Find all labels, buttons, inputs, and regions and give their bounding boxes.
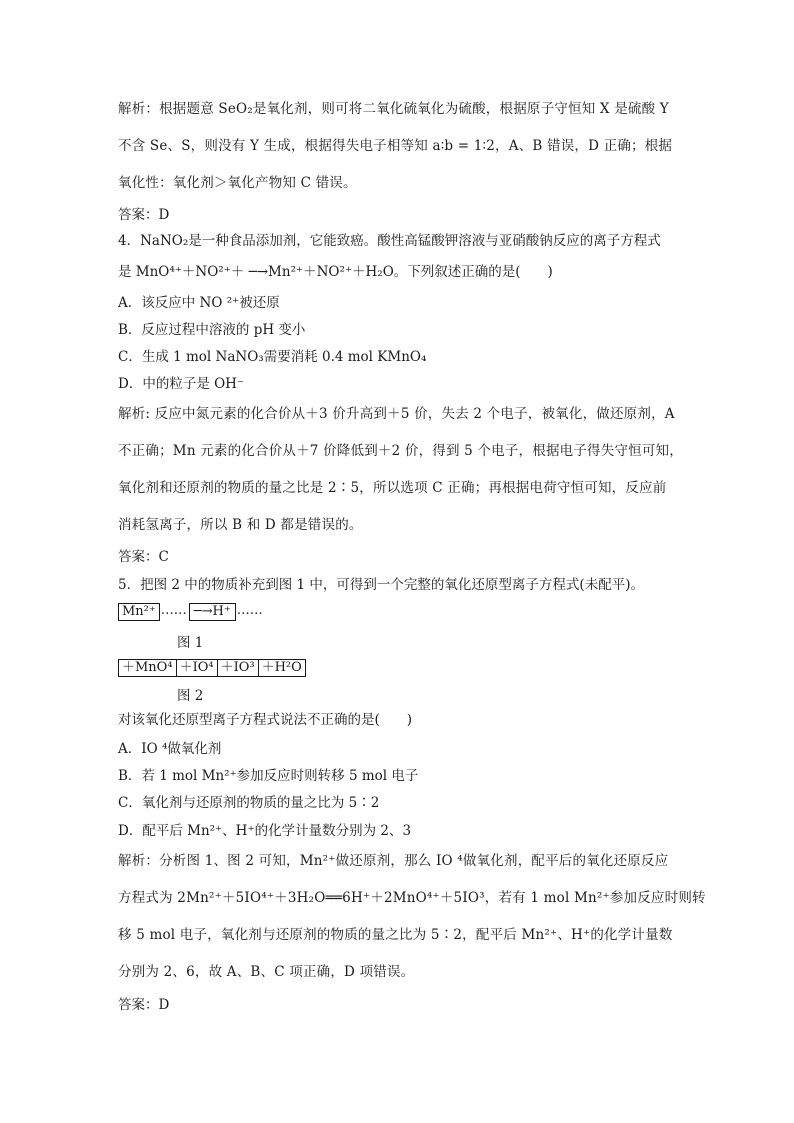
figure-1-box-arrow-h: ─→H⁺ <box>189 603 236 621</box>
figure-2 <box>118 659 305 677</box>
analysis-q3-line-1: 解析：根据题意 SeO₂是氧化剂，则可将二氧化硫氧化为硫酸，根据原子守恒知 X 是硫酸 Y <box>118 101 669 117</box>
figure-2-box-h2o: ＋H²O <box>258 659 306 677</box>
question-5-option-b: B．若 1 mol Mn²⁺参加反应时则转移 5 mol 电子 <box>118 768 419 784</box>
analysis-q5-line-2: 方程式为 2Mn²⁺＋5IO⁴⁺＋3H₂O══6H⁺＋2MnO⁴⁺＋5IO³，若有 1 mol Mn²⁺参加反应时则转 <box>118 890 706 906</box>
question-4-stem-line-1: 4．NaNO₂是一种食品添加剂，它能致癌。酸性高锰酸钾溶液与亚硝酸钠反应的离子方程式 <box>118 233 661 249</box>
analysis-q4-line-1: 解析: 反应中氮元素的化合价从＋3 价升高到＋5 价，失去 2 个电子，被氧化，做还原剂，A <box>118 406 675 422</box>
analysis-q5-line-3: 移 5 mol 电子，氧化剂与还原剂的物质的量之比为 5∶2，配平后 Mn²⁺、H⁺的化学计量数 <box>118 927 673 943</box>
question-4-option-a: A．该反应中 NO ²⁺被还原 <box>118 295 280 311</box>
question-4-stem-line-2: 是 MnO⁴⁺＋NO²⁺＋ ─→Mn²⁺＋NO²⁺＋H₂O。下列叙述正确的是( ) <box>118 264 553 280</box>
analysis-q4-line-3: 氧化剂和还原剂的物质的量之比是 2∶5，所以选项 C 正确；再根据电荷守恒可知，反应前 <box>118 480 667 496</box>
question-5-option-a: A．IO ⁴做氧化剂 <box>118 741 222 757</box>
answer-q3: 答案：D <box>118 207 170 223</box>
figure-1-dots-1: …… <box>160 603 187 618</box>
analysis-q4-line-2: 不正确；Mn 元素的化合价从＋7 价降低到＋2 价，得到 5 个电子，根据电子得失守恒可知， <box>118 443 683 459</box>
analysis-q5-line-1: 解析：分析图 1、图 2 可知，Mn²⁺做还原剂，那么 IO ⁴做氧化剂，配平后的氧化还原反应 <box>118 853 669 869</box>
figure-1-dots-2: …… <box>236 603 263 618</box>
figure-2-box-io4: ＋IO⁴ <box>176 659 218 677</box>
answer-q5: 答案：D <box>118 997 170 1013</box>
question-4-option-c: C．生成 1 mol NaNO₃需要消耗 0.4 mol KMnO₄ <box>118 349 427 365</box>
figure-1 <box>118 603 265 621</box>
question-5-option-c: C．氧化剂与还原剂的物质的量之比为 5∶2 <box>118 795 380 811</box>
figure-1-box-mn: Mn²⁺ <box>118 603 160 621</box>
analysis-q3-line-3: 氧化性：氧化剂＞氧化产物知 C 错误。 <box>118 175 357 191</box>
question-5-prompt: 对该氧化还原型离子方程式说法不正确的是( ) <box>118 712 413 728</box>
figure-2-box-mno4: ＋MnO⁴ <box>118 659 177 677</box>
question-5-option-d: D．配平后 Mn²⁺、H⁺的化学计量数分别为 2、3 <box>118 823 412 839</box>
question-5-stem: 5．把图 2 中的物质补充到图 1 中，可得到一个完整的氧化还原型离子方程式(未配平)。 <box>118 577 644 593</box>
question-4-option-b: B．反应过程中溶液的 pH 变小 <box>118 322 306 338</box>
analysis-q5-line-4: 分别为 2、6，故 A、B、C 项正确，D 项错误。 <box>118 964 415 980</box>
question-4-option-d: D．中的粒子是 OH⁻ <box>118 376 245 392</box>
figure-1-caption: 图 1 <box>177 635 204 651</box>
analysis-q3-line-2: 不含 Se、S，则没有 Y 生成，根据得失电子相等知 a∶b = 1∶2，A、B 错误，D 正确；根据 <box>118 138 673 154</box>
analysis-q4-line-4: 消耗氢离子，所以 B 和 D 都是错误的。 <box>118 517 363 533</box>
figure-2-caption: 图 2 <box>177 688 204 704</box>
figure-2-box-io3: ＋IO³ <box>217 659 259 677</box>
answer-q4: 答案：C <box>118 549 169 565</box>
